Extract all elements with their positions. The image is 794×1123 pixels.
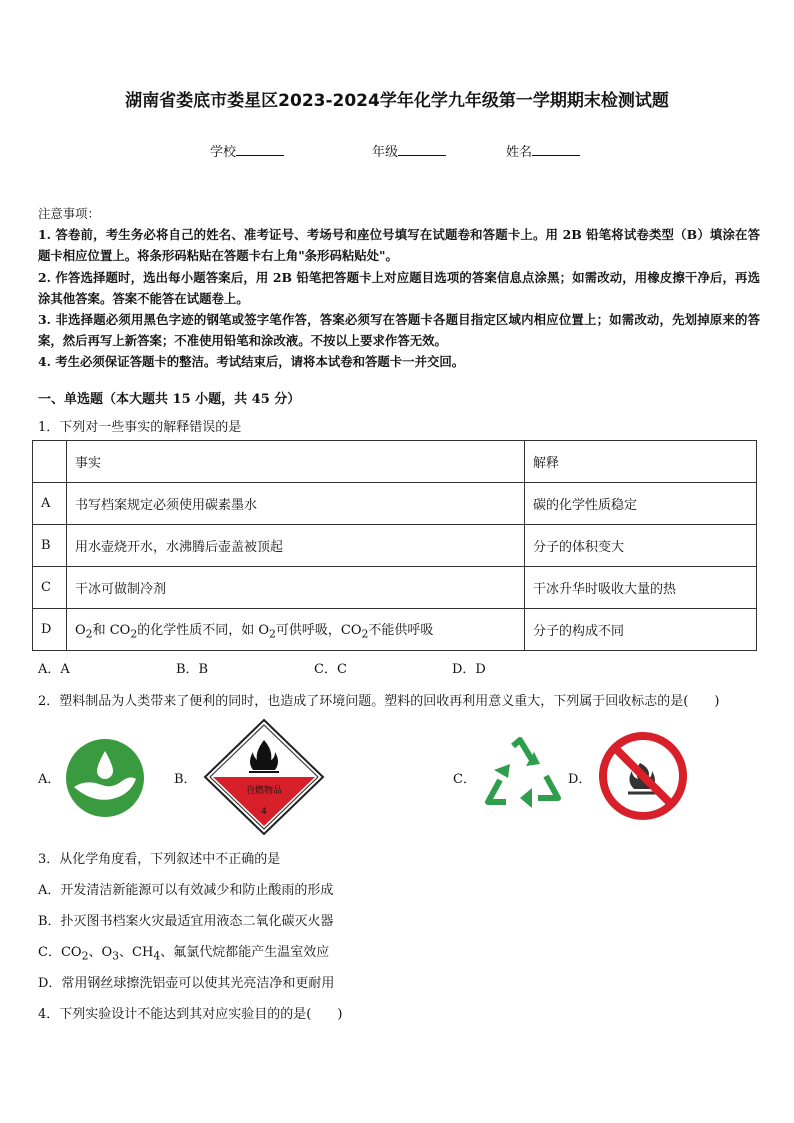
table-header: 解释 <box>525 441 757 483</box>
row-label: D <box>33 609 67 651</box>
row-fact: 用水壶烧开水，水沸腾后壶盖被顶起 <box>67 525 525 567</box>
notes-heading: 注意事项： <box>38 206 100 221</box>
page-title: 湖南省娄底市娄星区2023-2024学年化学九年级第一学期期末检测试题 <box>125 91 669 111</box>
name-field: 姓名 <box>506 141 580 160</box>
q1-option-d: D．D <box>452 662 486 677</box>
no-fire-icon <box>598 731 688 821</box>
note-item: 2. 作答选择题时，选出每小题答案后，用 2B 铅笔把答题卡上对应题目选项的答案信息点涂黑；如需改动，用橡皮擦干净后，再选涂其他答案。答案不能答在试题卷上。 <box>38 269 760 306</box>
row-fact: $O_2$和 $CO_2$的化学性质不同，如 $O_2$可供呼吸，$CO_2$不能供呼吸 <box>67 609 525 651</box>
q1-option-b: B．B <box>176 662 209 677</box>
table-row <box>33 609 757 651</box>
row-explain: 干冰升华时吸收大量的热 <box>525 567 757 609</box>
q3-option-a: A．开发清洁新能源可以有效减少和防止酸雨的形成 <box>38 883 334 898</box>
q1-option-a: A．A <box>38 662 70 677</box>
row-explain: 分子的体积变大 <box>525 525 757 567</box>
table-header: 事实 <box>67 441 525 483</box>
notes <box>38 203 760 373</box>
q2-label-c: C． <box>453 772 476 787</box>
row-label: A <box>33 483 67 525</box>
school-field: 学校 <box>210 141 284 160</box>
grade-field: 年级 <box>372 141 446 160</box>
q4-stem: 4．下列实验设计不能达到其对应实验目的的是( ) <box>38 1007 343 1022</box>
table-header-row <box>33 441 757 483</box>
q1-stem: 1．下列对一些事实的解释错误的是 <box>38 420 242 435</box>
row-explain: 碳的化学性质稳定 <box>525 483 757 525</box>
q2-stem: 2．塑料制品为人类带来了便利的同时，也造成了环境问题。塑料的回收再利用意义重大，下列属于回收标志的是( ) <box>38 694 720 709</box>
q3-option-d: D．常用钢丝球擦洗铝壶可以使其光亮洁净和更耐用 <box>38 976 335 991</box>
q1-table <box>32 440 757 651</box>
note-item: 3. 非选择题必须用黑色字迹的钢笔或签字笔作答，答案必须写在答题卡各题目指定区域内相应位置上；如需改动，先划掉原来的答案，然后再写上新答案；不准使用铅笔和涂改液。不按以上要求作答无效。 <box>38 312 760 349</box>
table-row <box>33 567 757 609</box>
q2-label-a: A． <box>38 772 61 787</box>
table-header <box>33 441 67 483</box>
sign-b-text: 自燃物品 <box>245 786 283 796</box>
note-item: 4. 考生必须保证答题卡的整洁。考试结束后，请将本试卷和答题卡一并交回。 <box>38 354 465 370</box>
row-label: B <box>33 525 67 567</box>
q2-label-d: D． <box>568 772 592 787</box>
q2-label-b: B． <box>174 772 197 787</box>
table-row <box>33 483 757 525</box>
water-saving-icon <box>64 737 146 819</box>
spontaneous-combustion-sign-icon <box>203 718 325 836</box>
row-label: C <box>33 567 67 609</box>
row-explain: 分子的构成不同 <box>525 609 757 651</box>
row-fact: 干冰可做制冷剂 <box>67 567 525 609</box>
q3-stem: 3．从化学角度看，下列叙述中不正确的是 <box>38 852 281 867</box>
table-row <box>33 525 757 567</box>
sign-b-number: 4 <box>261 807 267 817</box>
q3-option-c: C．$CO_2$、$O_3$、$CH_4$、氟氯代烷都能产生温室效应 <box>38 945 330 963</box>
recycle-icon <box>480 736 564 818</box>
row-fact: 书写档案规定必须使用碳素墨水 <box>67 483 525 525</box>
q3-option-b: B．扑灭图书档案火灾最适宜用液态二氧化碳灭火器 <box>38 914 334 929</box>
section-heading: 一、单选题（本大题共 15 小题，共 45 分） <box>38 392 301 407</box>
q1-option-c: C．C <box>314 662 347 677</box>
note-item: 1. 答卷前，考生务必将自己的姓名、准考证号、考场号和座位号填写在试题卷和答题卡上。用 2B 铅笔将试卷类型（B）填涂在答题卡相应位置上。将条形码粘贴在答题卡右上角"条形码粘贴处"。 <box>38 227 760 264</box>
